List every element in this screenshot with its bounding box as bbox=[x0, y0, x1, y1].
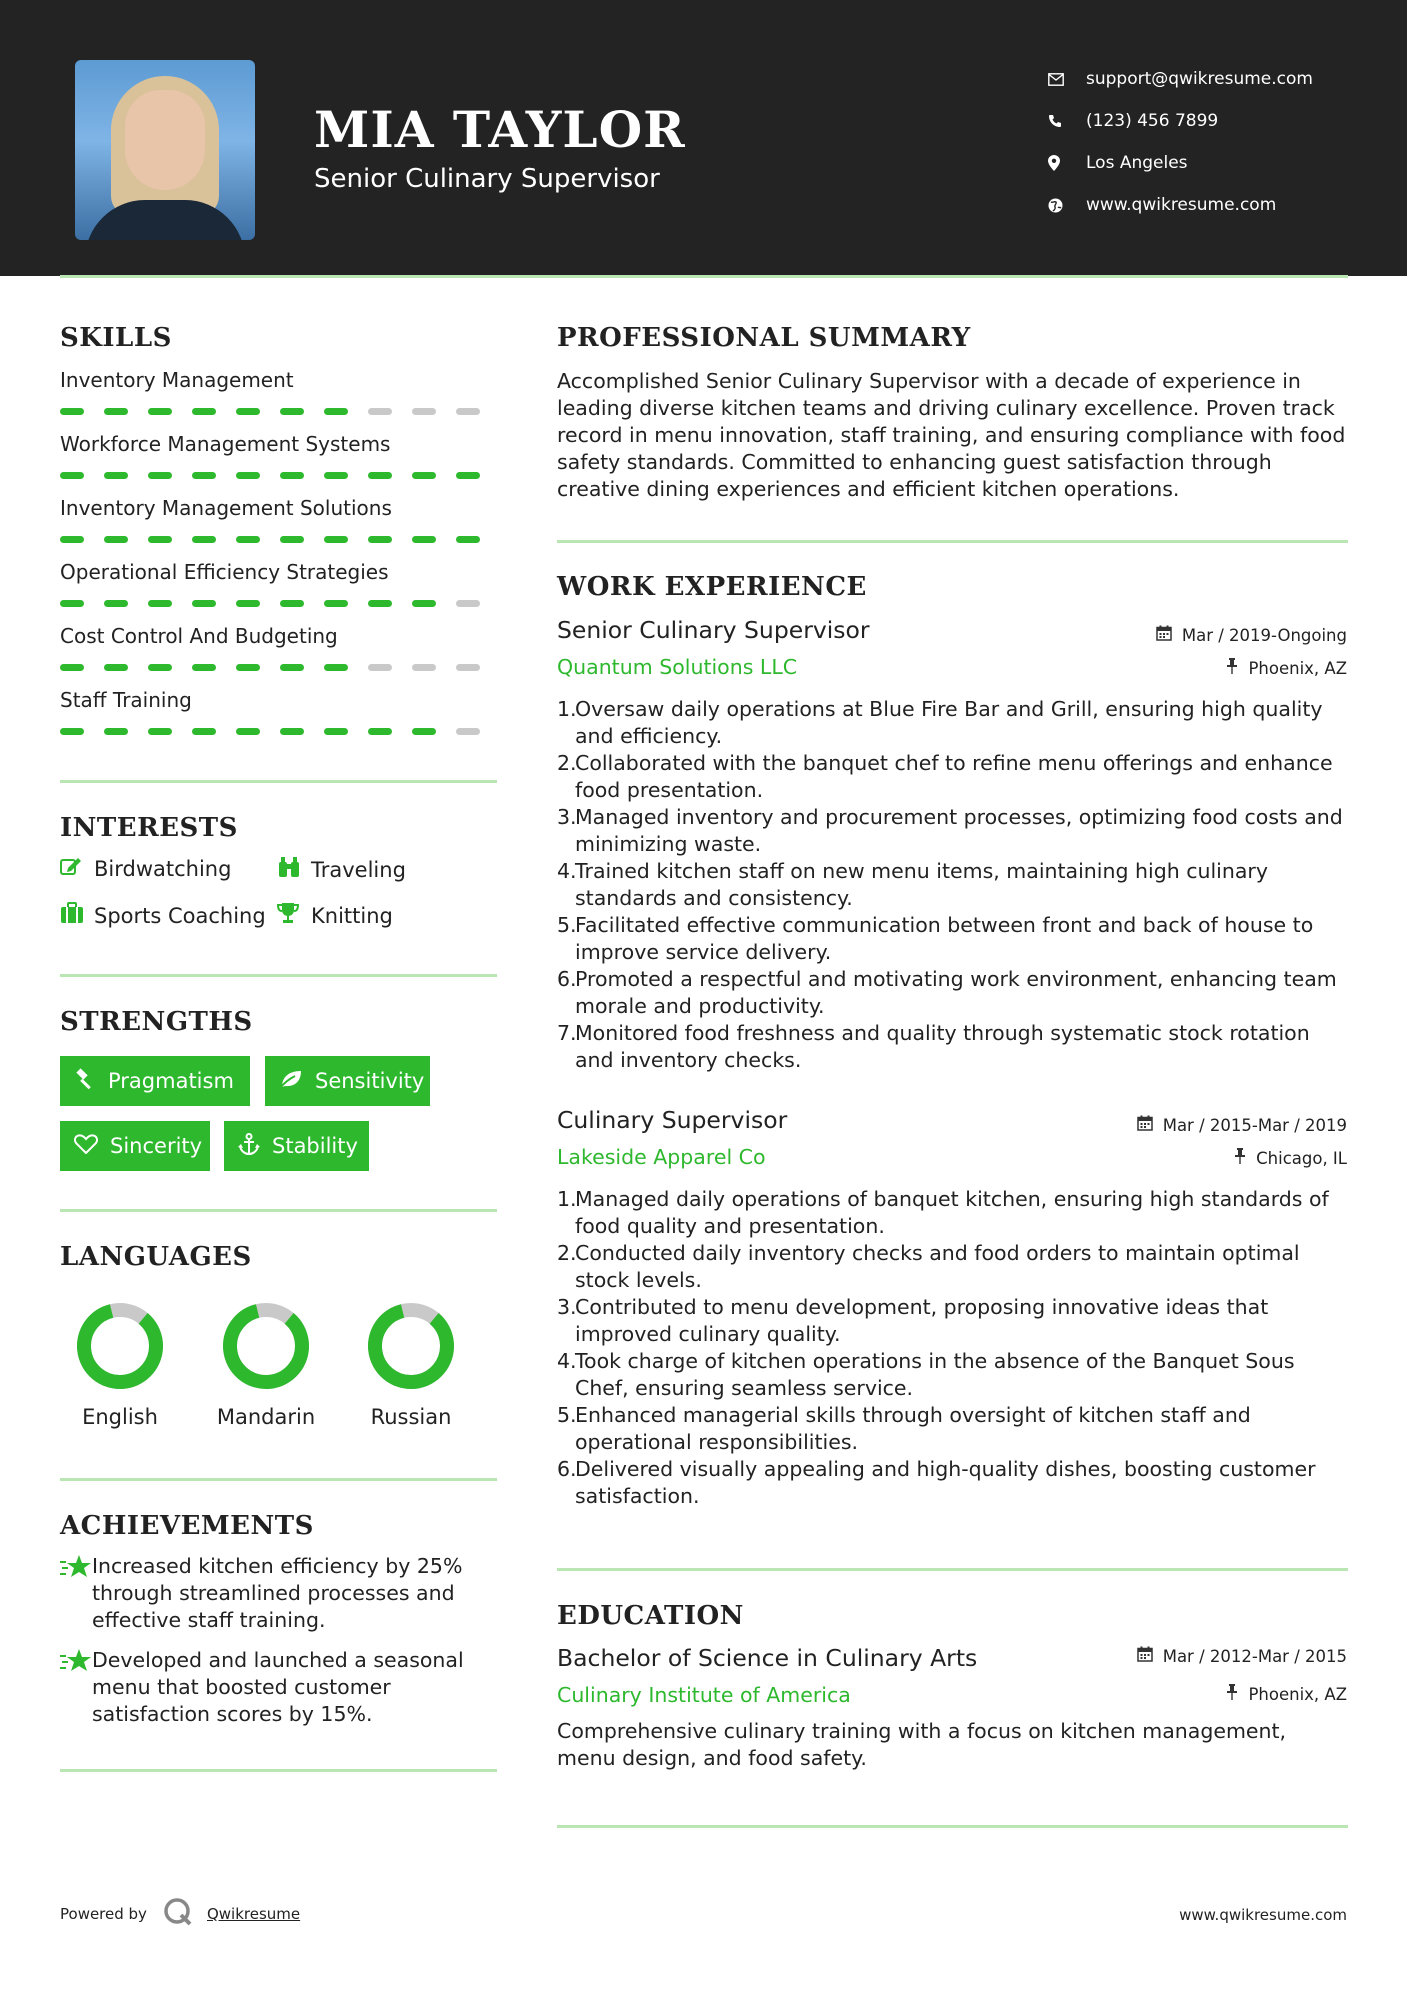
job-location-text: Phoenix, AZ bbox=[1248, 658, 1347, 678]
bullet-item: 2. Collaborated with the banquet chef to refine menu offerings and enhance food presentation. bbox=[557, 750, 1352, 804]
skill-rating-segment bbox=[456, 600, 480, 607]
calendar-icon bbox=[1137, 1646, 1153, 1666]
skill-rating-segment bbox=[60, 536, 84, 543]
skill-label: Inventory Management bbox=[60, 368, 294, 392]
school-name: Culinary Institute of America bbox=[557, 1683, 851, 1707]
strength-label: Sincerity bbox=[110, 1134, 203, 1158]
skill-label: Inventory Management Solutions bbox=[60, 496, 392, 520]
skill-label: Staff Training bbox=[60, 688, 192, 712]
interest-item bbox=[60, 856, 231, 882]
bullet-text: Contributed to menu development, proposing innovative ideas that improved culinary quality. bbox=[575, 1295, 1269, 1346]
trophy-icon bbox=[277, 902, 299, 930]
strength-label: Pragmatism bbox=[108, 1069, 234, 1093]
job-bullets bbox=[557, 696, 1352, 1074]
skill-rating-segment bbox=[280, 536, 304, 543]
binoculars-icon bbox=[277, 856, 299, 884]
job-title: Senior Culinary Supervisor bbox=[557, 616, 870, 644]
qwikresume-logo-icon bbox=[163, 1897, 193, 1931]
interest-label: Traveling bbox=[311, 858, 406, 882]
interests-heading: INTERESTS bbox=[60, 813, 238, 843]
job-dates-text: Mar / 2019-Ongoing bbox=[1181, 625, 1347, 645]
language-label: Mandarin bbox=[216, 1405, 316, 1429]
skill-rating-segment bbox=[104, 728, 128, 735]
bullet-item: 1. Oversaw daily operations at Blue Fire Bar and Grill, ensuring high quality and efficiency. bbox=[557, 696, 1352, 750]
contact-location bbox=[1048, 142, 1313, 184]
skill-rating-segment bbox=[60, 600, 84, 607]
email-text: support@qwikresume.com bbox=[1086, 69, 1313, 89]
phone-text: (123) 456 7899 bbox=[1086, 111, 1219, 131]
education-dates bbox=[1137, 1646, 1347, 1666]
envelope-icon bbox=[1048, 73, 1086, 86]
education-dates-text: Mar / 2012-Mar / 2015 bbox=[1162, 1646, 1347, 1666]
heart-icon bbox=[74, 1134, 98, 1159]
summary-heading: PROFESSIONAL SUMMARY bbox=[557, 323, 971, 353]
education-description: Comprehensive culinary training with a focus on kitchen management, menu design, and food safety. bbox=[557, 1719, 1287, 1770]
skill-rating-segment bbox=[104, 536, 128, 543]
header-divider bbox=[60, 275, 1348, 278]
interest-label: Knitting bbox=[311, 904, 393, 928]
skill-rating-segment bbox=[280, 472, 304, 479]
qwikresume-link[interactable]: Qwikresume bbox=[206, 1905, 301, 1923]
bullet-text: Collaborated with the banquet chef to refine menu offerings and enhance food presentation. bbox=[575, 751, 1333, 802]
skill-rating-segment bbox=[236, 536, 260, 543]
calendar-icon bbox=[1156, 625, 1172, 645]
skill-rating-segment bbox=[368, 728, 392, 735]
job-location bbox=[1234, 1148, 1347, 1168]
skill-item bbox=[60, 688, 500, 735]
achievements-heading: ACHIEVEMENTS bbox=[60, 1511, 314, 1541]
degree-title: Bachelor of Science in Culinary Arts bbox=[557, 1644, 978, 1672]
skill-rating-segment bbox=[456, 472, 480, 479]
skill-rating-segment bbox=[324, 664, 348, 671]
bullet-item: 7. Monitored food freshness and quality through systematic stock rotation and inventory checks. bbox=[557, 1020, 1352, 1074]
skill-rating-segment bbox=[456, 728, 480, 735]
skill-rating-segment bbox=[324, 728, 348, 735]
languages-heading: LANGUAGES bbox=[60, 1242, 252, 1272]
contact-list bbox=[1048, 58, 1313, 226]
skill-rating bbox=[60, 472, 500, 479]
skill-rating bbox=[60, 600, 500, 607]
skill-label: Operational Efficiency Strategies bbox=[60, 560, 389, 584]
leaf-icon bbox=[279, 1069, 303, 1094]
bullet-text: Oversaw daily operations at Blue Fire Bar and Grill, ensuring high quality and efficiency. bbox=[575, 697, 1323, 748]
achievement-item bbox=[60, 1647, 500, 1728]
language-item bbox=[351, 1301, 471, 1429]
skill-label: Workforce Management Systems bbox=[60, 432, 391, 456]
pushpin-icon bbox=[1234, 1148, 1246, 1168]
skill-rating-segment bbox=[192, 728, 216, 735]
skill-rating-segment bbox=[412, 408, 436, 415]
skill-rating-segment bbox=[324, 472, 348, 479]
skill-rating-segment bbox=[148, 664, 172, 671]
section-divider bbox=[557, 1568, 1348, 1571]
skill-rating-segment bbox=[236, 408, 260, 415]
skill-rating-segment bbox=[192, 472, 216, 479]
skill-rating-segment bbox=[324, 536, 348, 543]
interest-item bbox=[277, 856, 406, 884]
contact-phone[interactable] bbox=[1048, 100, 1313, 142]
language-ring bbox=[366, 1301, 456, 1391]
skill-rating-segment bbox=[456, 408, 480, 415]
job-title: Culinary Supervisor bbox=[557, 1106, 788, 1134]
bullet-text: Managed inventory and procurement processes, optimizing food costs and minimizing waste. bbox=[575, 805, 1343, 856]
skill-item bbox=[60, 368, 500, 415]
location-text: Los Angeles bbox=[1086, 153, 1188, 173]
bullet-item: 3. Contributed to menu development, proposing innovative ideas that improved culinary quality. bbox=[557, 1294, 1352, 1348]
job-dates-text: Mar / 2015-Mar / 2019 bbox=[1162, 1115, 1347, 1135]
interest-item bbox=[60, 902, 266, 930]
powered-by-text: Powered by bbox=[60, 1905, 147, 1923]
job-dates bbox=[1137, 1115, 1347, 1135]
gavel-icon bbox=[74, 1068, 96, 1095]
education-location bbox=[1226, 1684, 1347, 1704]
section-divider bbox=[557, 540, 1348, 543]
bullet-item: 6. Promoted a respectful and motivating work environment, enhancing team morale and productivity. bbox=[557, 966, 1352, 1020]
footer-branding bbox=[60, 1897, 300, 1931]
strength-badge bbox=[224, 1121, 369, 1171]
strength-badge bbox=[60, 1056, 250, 1106]
candidate-name: MIA TAYLOR bbox=[314, 100, 686, 159]
company-name: Lakeside Apparel Co bbox=[557, 1145, 766, 1169]
interest-item bbox=[277, 902, 393, 930]
bullet-text: Took charge of kitchen operations in the absence of the Banquet Sous Chef, ensuring seamless service. bbox=[575, 1349, 1295, 1400]
strength-badge bbox=[265, 1056, 430, 1106]
skill-rating-segment bbox=[280, 728, 304, 735]
education-heading: EDUCATION bbox=[557, 1601, 744, 1631]
bullet-item: 4. Took charge of kitchen operations in the absence of the Banquet Sous Chef, ensuring seamless service. bbox=[557, 1348, 1352, 1402]
skill-rating-segment bbox=[280, 664, 304, 671]
skill-rating-segment bbox=[192, 600, 216, 607]
skill-rating bbox=[60, 664, 500, 671]
skill-rating-segment bbox=[324, 408, 348, 415]
star-icon bbox=[60, 1647, 92, 1728]
skill-rating-segment bbox=[412, 472, 436, 479]
experience-heading: WORK EXPERIENCE bbox=[557, 572, 867, 602]
bullet-text: Facilitated effective communication between front and back of house to improve service delivery. bbox=[575, 913, 1314, 964]
interest-label: Birdwatching bbox=[94, 857, 232, 881]
skill-rating bbox=[60, 408, 500, 415]
bullet-text: Monitored food freshness and quality through systematic stock rotation and inventory checks. bbox=[575, 1021, 1310, 1072]
bullet-item: 5. Facilitated effective communication between front and back of house to improve service delivery. bbox=[557, 912, 1352, 966]
suitcase-icon bbox=[60, 902, 82, 930]
bullet-item: 5. Enhanced managerial skills through oversight of kitchen staff and operational responsibilities. bbox=[557, 1402, 1352, 1456]
resume-header bbox=[0, 0, 1407, 276]
pushpin-icon bbox=[1226, 1684, 1238, 1704]
section-divider bbox=[60, 974, 497, 977]
skill-rating-segment bbox=[412, 536, 436, 543]
skill-rating bbox=[60, 728, 500, 735]
skill-rating-segment bbox=[104, 664, 128, 671]
bullet-text: Promoted a respectful and motivating work environment, enhancing team morale and productivity. bbox=[575, 967, 1337, 1018]
strength-label: Stability bbox=[272, 1134, 358, 1158]
skill-rating-segment bbox=[412, 728, 436, 735]
skills-heading: SKILLS bbox=[60, 323, 172, 353]
skill-rating-segment bbox=[60, 408, 84, 415]
footer-website[interactable]: www.qwikresume.com bbox=[1179, 1906, 1347, 1924]
skill-rating-segment bbox=[192, 408, 216, 415]
language-label: Russian bbox=[370, 1405, 452, 1429]
contact-email[interactable] bbox=[1048, 58, 1313, 100]
skill-rating-segment bbox=[280, 600, 304, 607]
skill-rating-segment bbox=[324, 600, 348, 607]
job-bullets bbox=[557, 1186, 1352, 1510]
skill-rating-segment bbox=[148, 728, 172, 735]
bullet-item: 4. Trained kitchen staff on new menu items, maintaining high culinary standards and consistency. bbox=[557, 858, 1352, 912]
skill-rating-segment bbox=[368, 408, 392, 415]
phone-icon bbox=[1048, 114, 1086, 128]
job-location-text: Chicago, IL bbox=[1256, 1148, 1347, 1168]
job-location bbox=[1226, 658, 1347, 678]
profile-photo bbox=[75, 60, 255, 240]
candidate-title: Senior Culinary Supervisor bbox=[314, 164, 660, 194]
strength-badge bbox=[60, 1121, 210, 1171]
section-divider bbox=[60, 1478, 497, 1481]
skill-rating-segment bbox=[60, 728, 84, 735]
section-divider bbox=[60, 1209, 497, 1212]
skill-item bbox=[60, 432, 500, 479]
skill-rating-segment bbox=[192, 536, 216, 543]
skill-rating-segment bbox=[60, 472, 84, 479]
skill-rating-segment bbox=[412, 664, 436, 671]
map-pin-icon bbox=[1048, 155, 1086, 171]
skill-rating-segment bbox=[148, 536, 172, 543]
language-ring bbox=[75, 1301, 165, 1391]
skill-rating-segment bbox=[456, 536, 480, 543]
star-icon bbox=[60, 1553, 92, 1634]
skill-rating-segment bbox=[236, 728, 260, 735]
website-text: www.qwikresume.com bbox=[1086, 195, 1277, 215]
skill-rating-segment bbox=[148, 600, 172, 607]
bullet-text: Trained kitchen staff on new menu items, maintaining high culinary standards and consistency. bbox=[575, 859, 1268, 910]
skill-rating-segment bbox=[148, 408, 172, 415]
section-divider bbox=[60, 1769, 497, 1772]
summary-text: Accomplished Senior Culinary Supervisor with a decade of experience in leading diverse kitchen teams and driving culinary excellence. Proven track record in menu innovation, staff training, and ensuring compliance with food safety standards. Committed to enhancing guest satisfaction through creative dining experiences and efficient kitchen operations. bbox=[557, 369, 1346, 501]
language-label: English bbox=[82, 1405, 158, 1429]
skill-rating-segment bbox=[456, 664, 480, 671]
skill-rating-segment bbox=[236, 472, 260, 479]
skill-rating-segment bbox=[104, 472, 128, 479]
language-item bbox=[60, 1301, 180, 1429]
bullet-item: 3. Managed inventory and procurement processes, optimizing food costs and minimizing waste. bbox=[557, 804, 1352, 858]
bullet-text: Delivered visually appealing and high-quality dishes, boosting customer satisfaction. bbox=[575, 1457, 1316, 1508]
education-location-text: Phoenix, AZ bbox=[1248, 1684, 1347, 1704]
skill-rating-segment bbox=[236, 600, 260, 607]
section-divider bbox=[60, 780, 497, 783]
skill-rating-segment bbox=[368, 472, 392, 479]
bullet-item: 1. Managed daily operations of banquet kitchen, ensuring high standards of food quality and presentation. bbox=[557, 1186, 1352, 1240]
skill-label: Cost Control And Budgeting bbox=[60, 624, 338, 648]
bullet-item: 6. Delivered visually appealing and high-quality dishes, boosting customer satisfaction. bbox=[557, 1456, 1352, 1510]
skill-rating-segment bbox=[280, 408, 304, 415]
skill-item bbox=[60, 560, 500, 607]
company-name: Quantum Solutions LLC bbox=[557, 655, 798, 679]
skill-rating bbox=[60, 536, 500, 543]
calendar-icon bbox=[1137, 1115, 1153, 1135]
anchor-icon bbox=[238, 1133, 260, 1160]
skill-rating-segment bbox=[236, 664, 260, 671]
interest-label: Sports Coaching bbox=[94, 904, 266, 928]
contact-website[interactable] bbox=[1048, 184, 1313, 226]
bullet-text: Conducted daily inventory checks and food orders to maintain optimal stock levels. bbox=[575, 1241, 1300, 1292]
globe-icon bbox=[1048, 198, 1086, 213]
skill-rating-segment bbox=[368, 600, 392, 607]
skill-rating-segment bbox=[412, 600, 436, 607]
skill-rating-segment bbox=[104, 408, 128, 415]
bullet-text: Enhanced managerial skills through oversight of kitchen staff and operational responsibilities. bbox=[575, 1403, 1251, 1454]
pushpin-icon bbox=[1226, 658, 1238, 678]
bullet-item: 2. Conducted daily inventory checks and food orders to maintain optimal stock levels. bbox=[557, 1240, 1352, 1294]
language-ring bbox=[221, 1301, 311, 1391]
achievement-text: Developed and launched a seasonal menu that boosted customer satisfaction scores by 15%. bbox=[92, 1648, 464, 1726]
skill-item bbox=[60, 624, 500, 671]
edit-icon bbox=[60, 856, 82, 882]
language-item bbox=[206, 1301, 326, 1429]
skill-rating-segment bbox=[104, 600, 128, 607]
skill-rating-segment bbox=[192, 664, 216, 671]
skill-rating-segment bbox=[60, 664, 84, 671]
strength-label: Sensitivity bbox=[315, 1069, 425, 1093]
job-dates bbox=[1156, 625, 1347, 645]
section-divider bbox=[557, 1825, 1348, 1828]
achievement-item bbox=[60, 1553, 500, 1634]
skill-rating-segment bbox=[148, 472, 172, 479]
skill-item bbox=[60, 496, 500, 543]
skill-rating-segment bbox=[368, 536, 392, 543]
strengths-heading: STRENGTHS bbox=[60, 1007, 253, 1037]
skill-rating-segment bbox=[368, 664, 392, 671]
achievement-text: Increased kitchen efficiency by 25% through streamlined processes and effective staff training. bbox=[92, 1554, 463, 1632]
bullet-text: Managed daily operations of banquet kitchen, ensuring high standards of food quality and presentation. bbox=[575, 1187, 1329, 1238]
